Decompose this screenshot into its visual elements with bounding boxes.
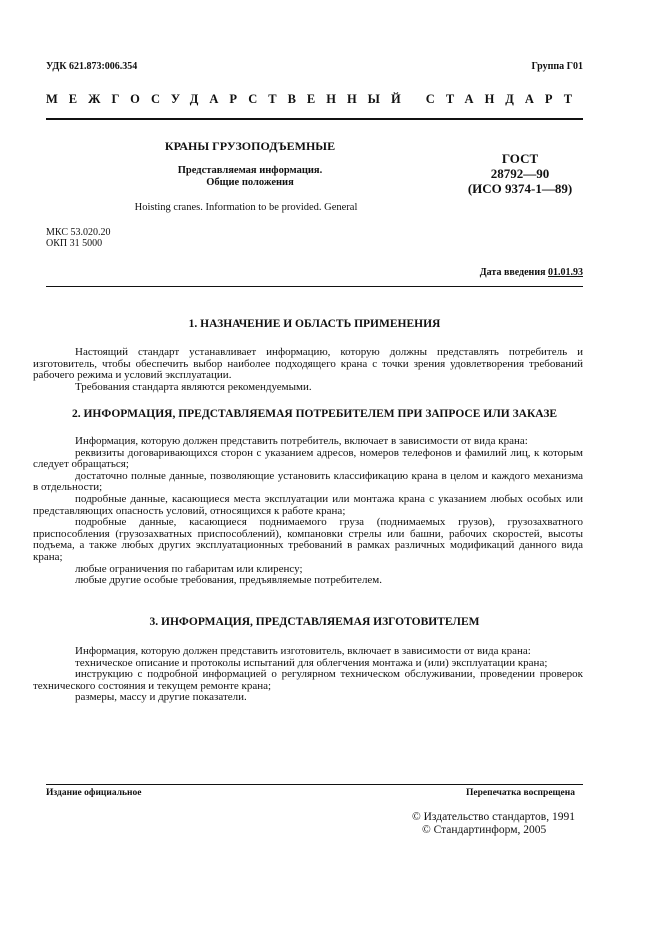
date-rule (46, 286, 583, 287)
header-rule (46, 118, 583, 120)
section-2-paragraph: любые другие особые требования, предъявляемые потребителем. (75, 574, 383, 587)
section-3-paragraph: Информация, которую должен представить изготовитель, включает в зависимости от вида крана: (75, 645, 531, 657)
section-2-paragraph: Информация, которую должен представить потребитель, включает в зависимости от вида крана: (75, 435, 528, 447)
section-3-paragraph: техническое описание и протоколы испытаний для облегчения монтажа и (или) эксплуатации крана; (75, 656, 548, 669)
effective-date-value: 01.01.93 (548, 267, 583, 278)
official-edition-label: Издание официальное (46, 788, 142, 798)
document-subtitle (110, 165, 390, 189)
copyright-block (412, 811, 575, 836)
gost-label: ГОСТ (501, 151, 539, 166)
section-1-paragraph: Настоящий стандарт устанавливает информацию, которую должны представлять потребитель и изготовитель, чтобы обеспечить выбор наиболее подходящего крана с точки зрения удовлетворения требований рабочего режима и условий эксплуатации. (33, 346, 583, 382)
classification-codes (46, 227, 110, 249)
section-1-body (33, 347, 583, 393)
section-1-paragraph: Требования стандарта являются рекомендуемыми. (75, 380, 312, 393)
gost-number: 28792—90 (490, 166, 550, 181)
subtitle-line-1: Представляемая информация. (177, 165, 323, 176)
document-title: КРАНЫ ГРУЗОПОДЪЕМНЫЕ (164, 139, 336, 153)
section-3-heading: 3. ИНФОРМАЦИЯ, ПРЕДСТАВЛЯЕМАЯ ИЗГОТОВИТЕЛЕМ (149, 616, 480, 628)
section-2-paragraph: достаточно полные данные, позволяющие установить классификацию крана в целом и каждого механизма в отдельности; (33, 469, 583, 494)
okp-code: ОКП 31 5000 (46, 238, 103, 249)
section-2-paragraph: подробные данные, касающиеся поднимаемого груза (поднимаемых грузов), грузозахватного приспособления (грузозахватных приспособлений), компановки стрелы или башни, рабочих скоростей, высоты подъема, а также любых других эксплуатационных требований в рамках различных модификаций данного вида крана; (33, 516, 583, 563)
udk-code: УДК 621.873:006.354 (46, 61, 138, 72)
section-1-heading: 1. НАЗНАЧЕНИЕ И ОБЛАСТЬ ПРИМЕНЕНИЯ (188, 318, 441, 330)
subtitle-line-2: Общие положения (206, 177, 294, 188)
section-3-paragraph: размеры, массу и другие показатели. (75, 691, 247, 704)
iso-number: (ИСО 9374-1—89) (467, 181, 573, 196)
section-3-body (33, 646, 583, 704)
section-2-body (33, 436, 583, 587)
mks-code: МКС 53.020.20 (46, 227, 111, 238)
gost-number-block (430, 151, 610, 196)
section-2-paragraph: реквизиты договаривающихся сторон с указанием адресов, номеров телефонов и фамилий лиц, к которым следует обращаться; (33, 446, 583, 471)
interstate-standard-label: МЕЖГОСУДАРСТВЕННЫЙ СТАНДАРТ (46, 92, 584, 106)
footer-rule (46, 784, 583, 785)
group-code: Группа Г01 (531, 61, 583, 72)
section-2-paragraph: любые ограничения по габаритам или клиренсу; (75, 562, 303, 575)
copyright-line-2: © Стандартинформ, 2005 (421, 823, 547, 836)
reprint-prohibited-label: Перепечатка воспрещена (465, 788, 575, 798)
effective-date-label: Дата введения (479, 267, 546, 278)
section-2-paragraph: подробные данные, касающиеся места эксплуатации или монтажа крана с указанием любых особых или представляющих опасность условий, относящихся к работе крана; (33, 492, 583, 517)
section-3-paragraph: инструкцию с подробной информацией о регулярном техническом обслуживании, проведении проверок технического состояния и текущем ремонте крана; (33, 668, 583, 692)
english-title: Hoisting cranes. Information to be provided. General (134, 202, 358, 213)
copyright-line-1: © Издательство стандартов, 1991 (411, 811, 575, 823)
section-2-heading: 2. ИНФОРМАЦИЯ, ПРЕДСТАВЛЯЕМАЯ ПОТРЕБИТЕЛЕМ ПРИ ЗАПРОСЕ ИЛИ ЗАКАЗЕ (71, 408, 558, 420)
effective-date (480, 267, 583, 278)
